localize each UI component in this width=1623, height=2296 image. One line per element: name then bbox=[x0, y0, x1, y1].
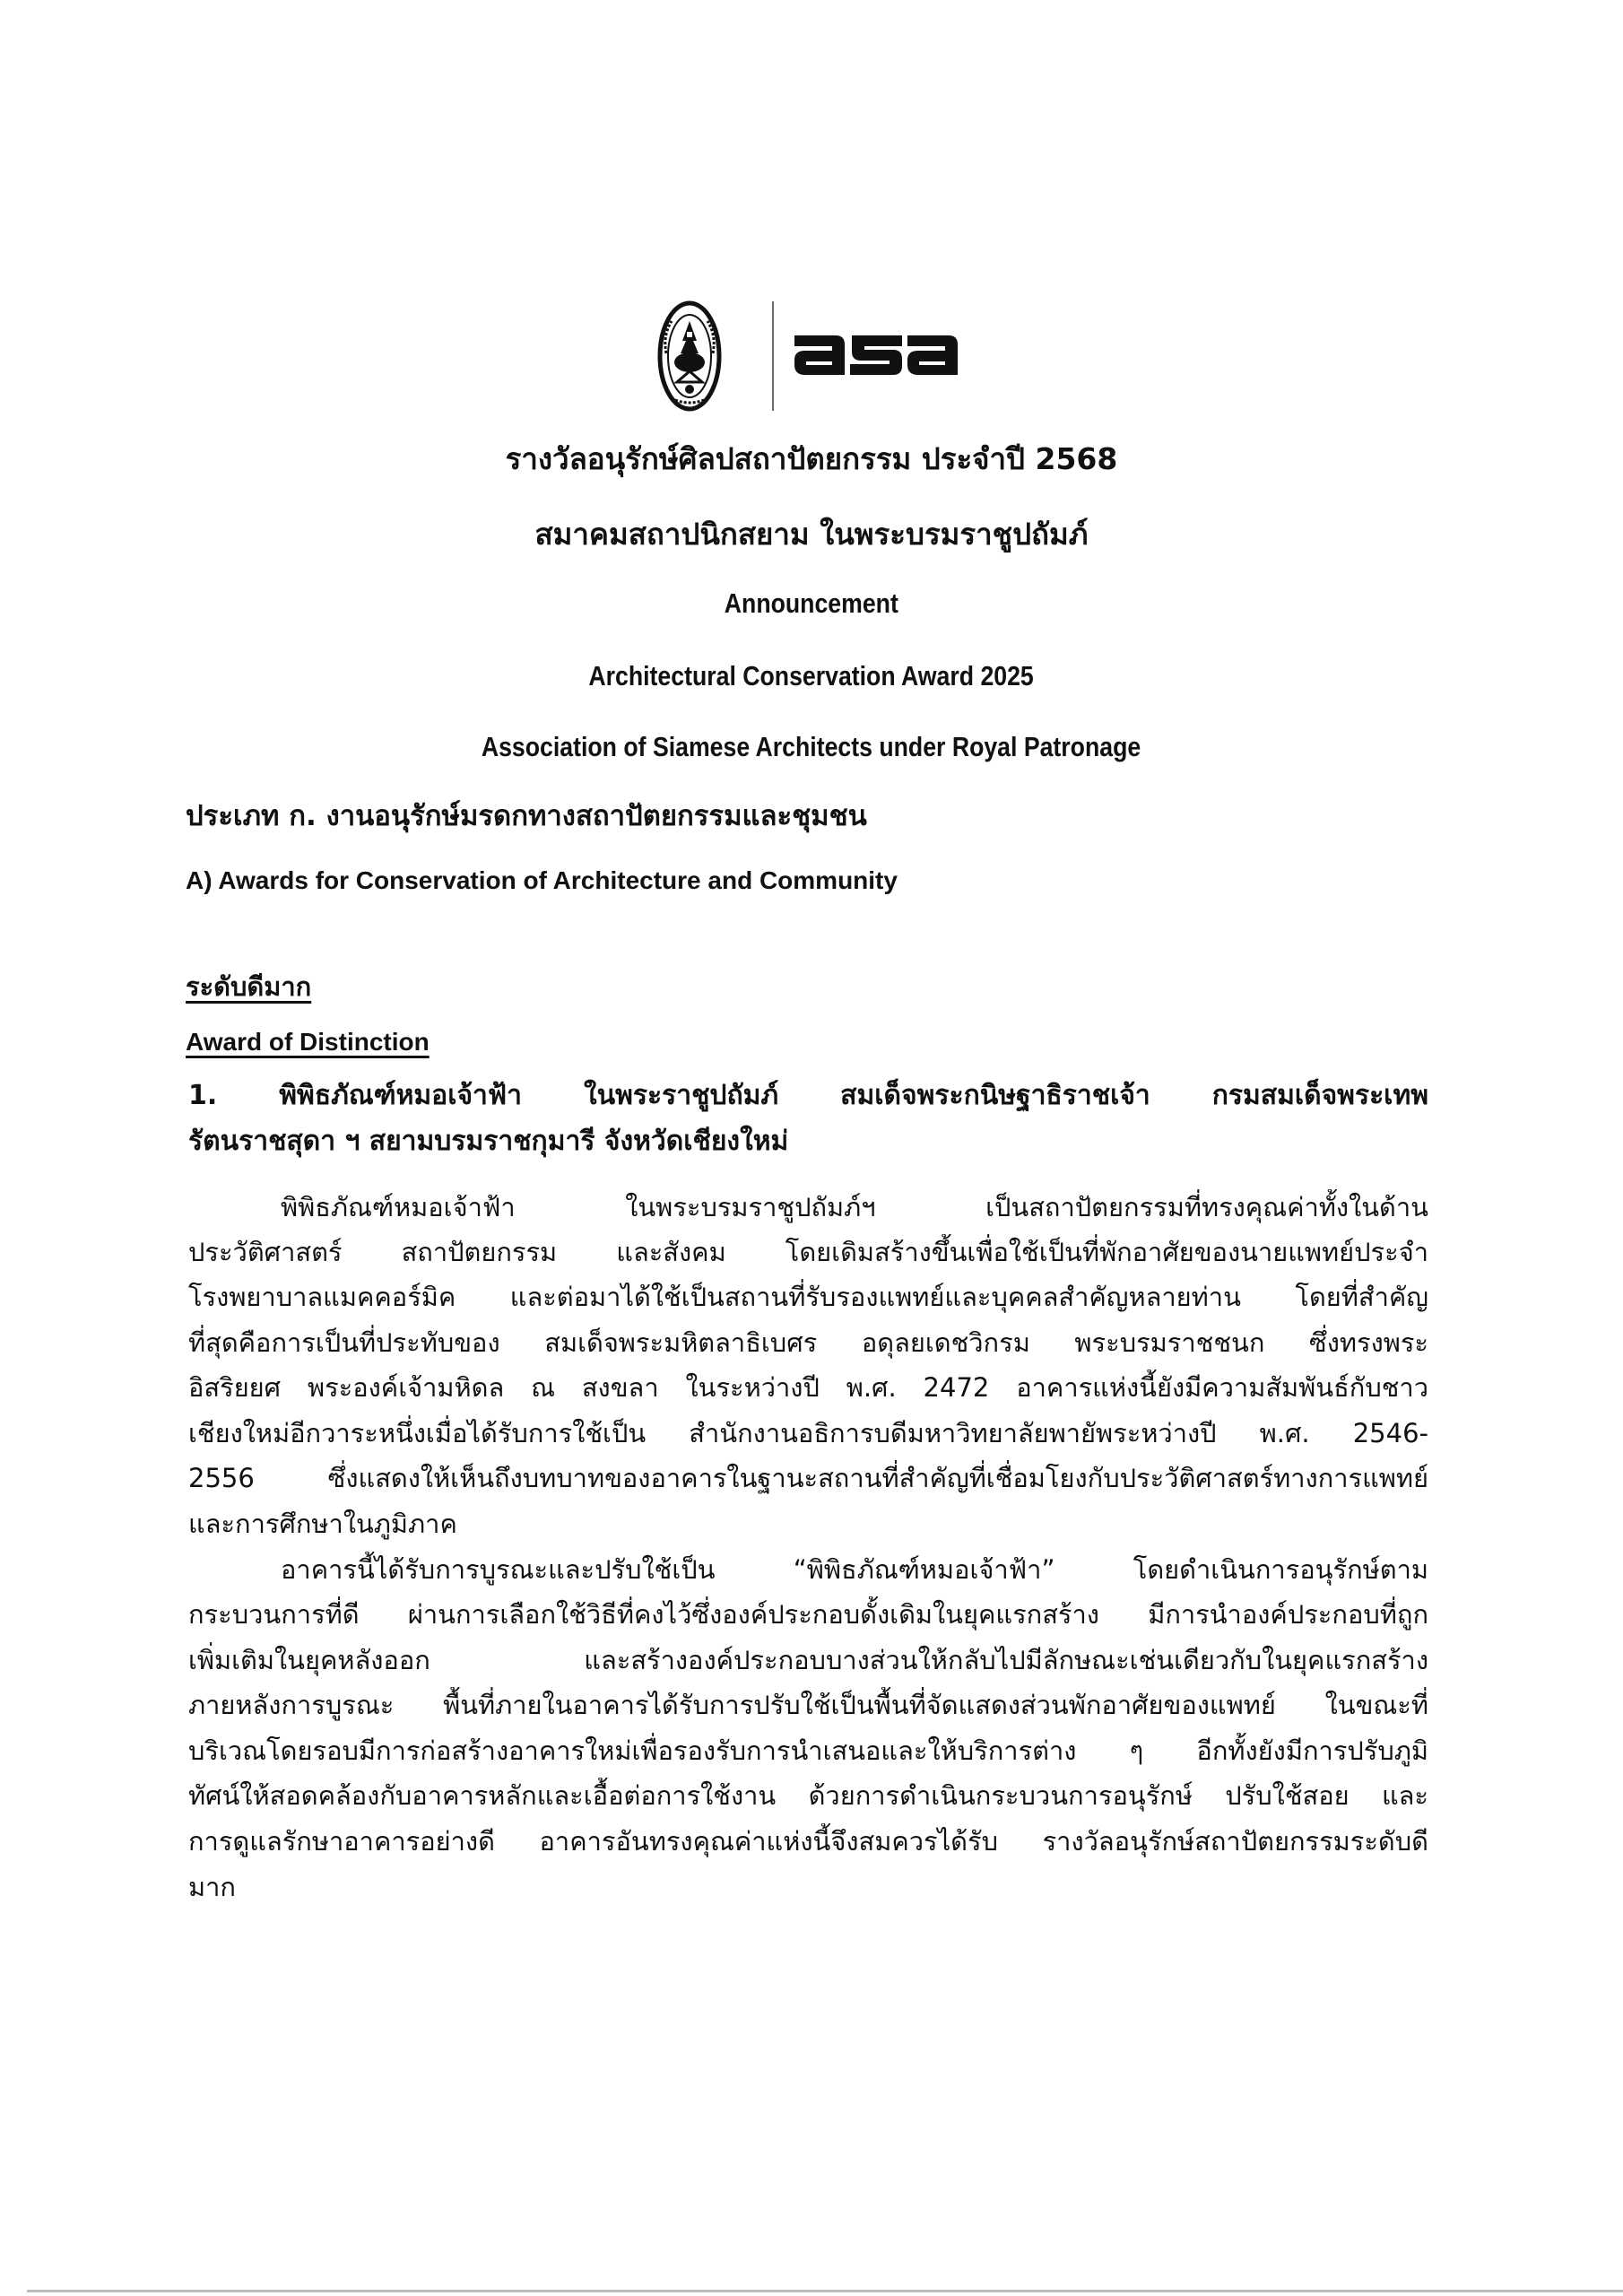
level-heading-english: Award of Distinction bbox=[186, 1028, 430, 1056]
paragraph-1-line: โรงพยาบาลแมคคอร์มิค และต่อมาได้ใช้เป็นสถานที่รับรองแพทย์และบุคคลสำคัญหลายท่าน โดยที่สำคัญ bbox=[188, 1282, 1428, 1312]
paragraph-2-line: มาก bbox=[188, 1872, 236, 1902]
asa-emblem-seal bbox=[657, 300, 722, 413]
scan-edge-line bbox=[27, 2290, 1623, 2292]
paragraph-2-line: เพิ่มเติมในยุคหลังออก และสร้างองค์ประกอบบางส่วนให้กลับไปมีลักษณะเช่นเดียวกับในยุคแรกสร้าง bbox=[188, 1645, 1428, 1675]
level-heading-thai: ระดับดีมาก bbox=[186, 971, 312, 1002]
paragraph-2-line: บริเวณโดยรอบมีการก่อสร้างอาคารใหม่เพื่อรองรับการนำเสนอและให้บริการต่าง ๆ อีกทั้งยังมีการปรับภูมิ bbox=[188, 1735, 1428, 1766]
title-association-english: Association of Siamese Architects under Royal Patronage bbox=[482, 731, 1141, 762]
category-english: A) Awards for Conservation of Architecture and Community bbox=[186, 866, 898, 894]
paragraph-1-line: ประวัติศาสตร์ สถาปัตยกรรม และสังคม โดยเดิมสร้างขึ้นเพื่อใช้เป็นที่พักอาศัยของนายแพทย์ประจำ bbox=[188, 1237, 1428, 1267]
paragraph-2-line: ภายหลังการบูรณะ พื้นที่ภายในอาคารได้รับการปรับใช้เป็นพื้นที่จัดแสดงส่วนพักอาศัยของแพทย์ ในขณะที่ bbox=[188, 1690, 1428, 1720]
paragraph-1-line: เชียงใหม่อีกวาระหนึ่งเมื่อได้รับการใช้เป็น สำนักงานอธิการบดีมหาวิทยาลัยพายัพระหว่างปี พ.ศ. 2546- bbox=[188, 1418, 1428, 1448]
paragraph-2-line: อาคารนี้ได้รับการบูรณะและปรับใช้เป็น “พิพิธภัณฑ์หมอเจ้าฟ้า” โดยดำเนินการอนุรักษ์ตาม bbox=[281, 1554, 1428, 1585]
item-1-heading-line: 1. พิพิธภัณฑ์หมอเจ้าฟ้า ในพระราชูปถัมภ์ สมเด็จพระกนิษฐาธิราชเจ้า กรมสมเด็จพระเทพ bbox=[188, 1080, 1428, 1111]
logo-divider bbox=[772, 301, 774, 411]
title-award-name: Architectural Conservation Award 2025 bbox=[588, 660, 1035, 691]
paragraph-2-line: การดูแลรักษาอาคารอย่างดี อาคารอันทรงคุณค่าแห่งนี้จึงสมควรได้รับ รางวัลอนุรักษ์สถาปัตยกรรมระดับดี bbox=[188, 1826, 1428, 1857]
title-announcement: Announcement bbox=[724, 587, 899, 619]
paragraph-1-line: 2556 ซึ่งแสดงให้เห็นถึงบทบาทของอาคารในฐานะสถานที่สำคัญที่เชื่อมโยงกับประวัติศาสตร์ทางการแพทย์ bbox=[188, 1463, 1428, 1493]
asa-wordmark-logo bbox=[793, 332, 959, 378]
paragraph-2-line: กระบวนการที่ดี ผ่านการเลือกใช้วิธีที่คงไว้ซึ่งองค์ประกอบดั้งเดิมในยุคแรกสร้าง มีการนำองค์ประกอบที่ถูก bbox=[188, 1599, 1428, 1630]
paragraph-1-line: ที่สุดคือการเป็นที่ประทับของ สมเด็จพระมหิตลาธิเบศร อดุลยเดชวิกรม พระบรมราชชนก ซึ่งทรงพระ bbox=[188, 1327, 1428, 1358]
paragraph-1-line: อิสริยยศ พระองค์เจ้ามหิดล ณ สงขลา ในระหว่างปี พ.ศ. 2472 อาคารแห่งนี้ยังมีความสัมพันธ์กับชาว bbox=[188, 1372, 1428, 1403]
paragraph-1-line: พิพิธภัณฑ์หมอเจ้าฟ้า ในพระบรมราชูปถัมภ์ฯ เป็นสถาปัตยกรรมที่ทรงคุณค่าทั้งในด้าน bbox=[281, 1192, 1428, 1222]
paragraph-2-line: ทัศน์ให้สอดคล้องกับอาคารหลักและเอื้อต่อการใช้งาน ด้วยการดำเนินกระบวนการอนุรักษ์ ปรับใช้สอย และ bbox=[188, 1780, 1428, 1811]
category-thai: ประเภท ก. งานอนุรักษ์มรดกทางสถาปัตยกรรมและชุมชน bbox=[186, 800, 867, 832]
paragraph-1-line: และการศึกษาในภูมิภาค bbox=[188, 1509, 457, 1539]
title-thai-association: สมาคมสถาปนิกสยาม ในพระบรมราชูปถัมภ์ bbox=[534, 517, 1089, 552]
title-thai-award: รางวัลอนุรักษ์ศิลปสถาปัตยกรรม ประจำปี 2568 bbox=[505, 441, 1118, 476]
item-1-heading-line: รัตนราชสุดา ฯ สยามบรมราชกุมารี จังหวัดเชียงใหม่ bbox=[188, 1126, 789, 1157]
